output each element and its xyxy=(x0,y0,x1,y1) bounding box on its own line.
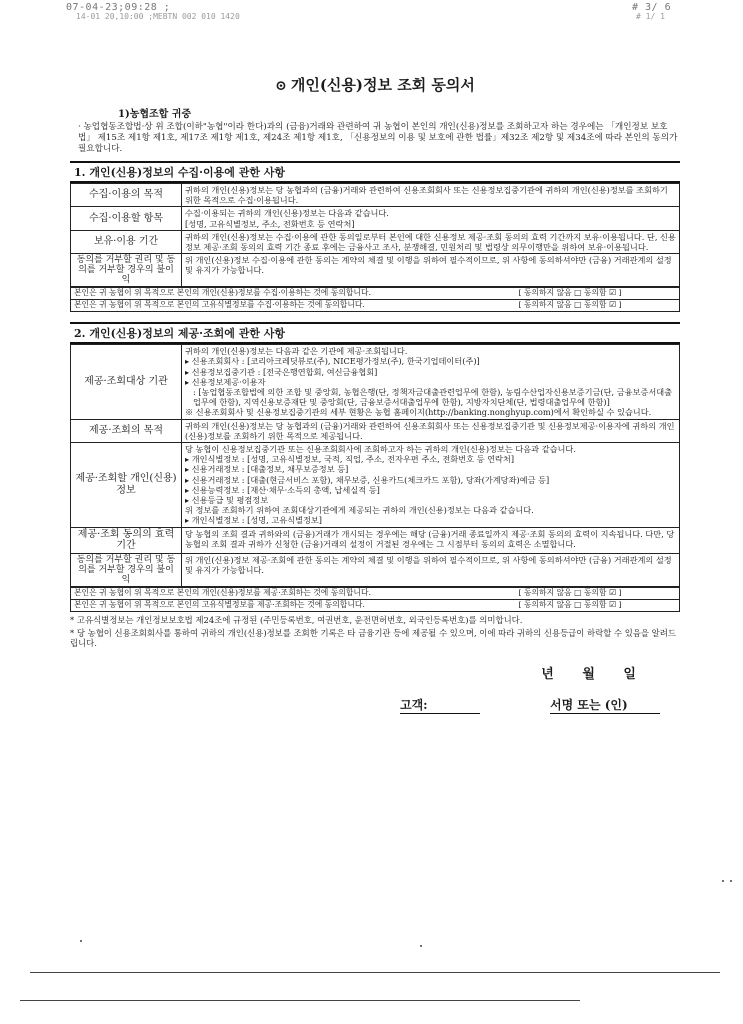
consent-checkbox[interactable]: [ 동의하지 않음 □ 동의함 ☑ ] xyxy=(515,300,679,312)
signature-block xyxy=(70,696,680,718)
row-label: 동의를 거부할 권리 및 동의를 거부할 경우의 불이익 xyxy=(71,553,182,586)
date-line: 년 월 일 xyxy=(541,666,636,682)
agency-line: ▸ 신용조회회사 : [코리아크레딧뷰로(주), NICE평가정보(주), 한국기업데이터(주)] xyxy=(185,356,480,367)
row-content: 귀하의 개인(신용)정보는 당 농협과의 (금융)거래와 관련하여 신용조회회사 또는 신용정보집중기관 및 신용정보제공·이용자에 귀하의 개인(신용)정보를 조회하기 위한 목적으로 제공됩니다. xyxy=(182,419,680,442)
consent-text: 본인은 귀 농협이 위 목적으로 본인의 개인(신용)정보를 수집·이용하는 것에 동의합니다. xyxy=(71,288,516,300)
row-content: 위 개인(신용)정보 제공·조회에 관한 동의는 계약의 체결 및 이행을 위하여 필수적이므로, 위 사항에 동의하셔야만 (금융) 거래관계의 설정 및 유지가 가능합니다. xyxy=(182,553,680,586)
scan-speck xyxy=(730,880,732,882)
footnote: * 고유식별정보는 개인정보보호법 제24조에 규정된 (주민등록번호, 여권번호, 운전면허번호, 외국인등록번호)를 의미합니다. xyxy=(70,614,523,625)
row-label: 제공·조회할 개인(신용)정보 xyxy=(71,443,182,528)
agency-line: ▸ 신용정보집중기관 : [전국은행연합회, 여신금융협회] xyxy=(185,366,378,377)
table-row xyxy=(71,419,680,442)
addressee: 1)농협조합 귀중 xyxy=(118,109,192,120)
consent-row xyxy=(71,587,680,599)
item-line: ▸ 신용거래정보 : [대출정보, 채무보증정보 등] xyxy=(185,464,349,475)
row-content: 수집·이용되는 귀하의 개인(신용)정보는 다음과 같습니다. [성명, 고유식별정보, 주소, 전화번호 등 연락처] xyxy=(182,207,680,230)
consent-row xyxy=(71,599,680,611)
footnote: * 당 농협이 신용조회회사를 통하여 귀하의 개인(신용)정보를 조회한 기록은 타 금융기관 등에 제공될 수 있으며, 이에 따라 귀하의 신용등급이 하락할 수 있음을 알려드립니다. xyxy=(70,628,676,649)
section-1-heading: 1. 개인(신용)정보의 수집·이용에 관한 사항 xyxy=(70,161,680,183)
consent-checkbox[interactable]: [ 동의하지 않음 □ 동의함 ☑ ] xyxy=(515,288,679,300)
table-row xyxy=(71,443,680,528)
consent-text: 본인은 귀 농협이 위 목적으로 본인의 개인(신용)정보를 제공·조회하는 것에 동의합니다. xyxy=(71,587,516,599)
consent-document xyxy=(70,68,680,718)
item-line: ▸ 개인식별정보 : [성명, 고유식별정보, 국적, 직업, 주소, 전자우편 주소, 전화번호 등 연락처] xyxy=(185,454,515,465)
agency-line: ※ 신용조회회사 및 신용정보집중기관의 세부 현황은 농협 홈페이지(http://banking.nonghyup.com)에서 확인하실 수 있습니다. xyxy=(185,407,652,418)
item-line: ▸ 개인식별정보 : [성명, 고유식별정보] xyxy=(185,515,322,526)
signature-label[interactable]: 서명 또는 (인) xyxy=(550,696,660,714)
fax-header: 07-04-23;09:28 ; xyxy=(66,2,171,13)
table-row xyxy=(71,254,680,287)
scan-speck xyxy=(80,940,82,942)
section-1-consents xyxy=(70,287,680,312)
row-label: 제공·조회대상 기관 xyxy=(71,345,182,419)
scan-speck xyxy=(420,945,422,947)
consent-row xyxy=(71,288,680,300)
document-title xyxy=(70,74,680,95)
row-content: 당 농협의 조회 결과 귀하와의 (금융)거래가 개시되는 경우에는 해당 (금융)거래 종료일까지 제공·조회 동의의 효력이 지속됩니다. 다만, 당 농협의 조회 결과 귀하가 신청한 (금융)거래의 설정이 거절된 경우에는 그 시점부터 동의의 효력은 소멸합니다. xyxy=(182,527,680,553)
consent-checkbox[interactable]: [ 동의하지 않음 □ 동의함 ☑ ] xyxy=(515,599,679,611)
consent-row xyxy=(71,300,680,312)
consent-text: 본인은 귀 농협이 위 목적으로 본인의 고유식별정보를 수집·이용하는 것에 동의합니다. xyxy=(71,300,516,312)
section-2-consents xyxy=(70,587,680,612)
row-label: 보유·이용 기간 xyxy=(71,230,182,253)
section-1-table xyxy=(70,183,680,287)
table-row xyxy=(71,207,680,230)
title-mark: ⊙ xyxy=(275,78,287,94)
agency-line: : [농업협동조합법에 의한 조합 및 중앙회, 농협은행(단, 정책자금대출관련업무에 한함), 농림수산업자신용보증기금(단, 금융보증서대출업무에 한함), 지역신용보증재단 및 중앙회(단, 금융보증서대출업무에 한함), 지방자치단체(단, 법령대출업무에 한함)] xyxy=(193,387,673,408)
item-line: ▸ 신용능력정보 : [재산·채무·소득의 총액, 납세실적 등] xyxy=(185,484,380,495)
customer-label: 고객: xyxy=(400,696,480,714)
row-label: 수집·이용의 목적 xyxy=(71,184,182,207)
intro-paragraph: · 농업협동조합법·상 위 조합(이하"농협"이라 한다)과의 (금융)거래와 관련하여 귀 농협이 본인의 개인(신용)정보를 조회하고자 하는 경우에는 「개인정보 보호법」 제15조 제1항 제1호, 제17조 제1항 제1호, 제24조 제1항 제1호, 「신용정보의 이용 및 보호에 관한 법률」제32조 제2항 및 제34조에 따라 본인의 동의가 필요합니다. xyxy=(78,122,678,154)
row-label: 수집·이용할 항목 xyxy=(71,207,182,230)
row-content: 귀하의 개인(신용)정보는 수집·이용에 관한 동의일로부터 본인에 대한 신용정보 제공·조회 동의의 효력 기간까지 보유·이용됩니다. 단, 신용정보 제공·조회 동의의 효력 기간 종료 후에는 금융사고 조사, 분쟁해결, 민원처리 및 법령상 의무이행만을 위하여 보유·이용됩니다. xyxy=(182,230,680,253)
table-row xyxy=(71,230,680,253)
page-mark-secondary: # 1/ 1 xyxy=(636,12,665,21)
row-content xyxy=(182,345,680,419)
fax-header-secondary: 14-01 20,10:00 ;MEBTN 002 010 1420 xyxy=(76,12,240,21)
page-mark: # 3/ 6 xyxy=(632,2,672,13)
scan-line xyxy=(30,972,720,973)
row-label: 제공·조회의 목적 xyxy=(71,419,182,442)
section-2-heading: 2. 개인(신용)정보의 제공·조회에 관한 사항 xyxy=(70,322,680,344)
row-content: 귀하의 개인(신용)정보는 당 농협과의 (금융)거래와 관련하여 신용조회회사 또는 신용정보집중기관에 귀하의 개인(신용)정보를 조회하기 위한 목적으로 수집·이용됩니다. xyxy=(182,184,680,207)
scan-speck xyxy=(722,880,724,882)
row-content: 위 개인(신용)정보 수집·이용에 관한 동의는 계약의 체결 및 이행을 위하여 필수적이므로, 위 사항에 동의하셔야만 (금융) 거래관계의 설정 및 유지가 가능합니다. xyxy=(182,254,680,287)
agency-line: 귀하의 개인(신용)정보는 다음과 같은 기관에 제공·조회됩니다. xyxy=(185,346,408,357)
consent-checkbox[interactable]: [ 동의하지 않음 □ 동의함 ☑ ] xyxy=(515,587,679,599)
scan-line xyxy=(20,1000,580,1001)
agency-line: ▸ 신용정보제공·이용자 xyxy=(185,376,266,387)
table-row xyxy=(71,184,680,207)
table-row xyxy=(71,553,680,586)
consent-text: 본인은 귀 농협이 위 목적으로 본인의 고유식별정보를 제공·조회하는 것에 동의합니다. xyxy=(71,599,516,611)
row-label: 제공·조회 동의의 효력기간 xyxy=(71,527,182,553)
item-line: ▸ 신용거래정보 : [대출(현금서비스 포함), 채무보증, 신용카드(체크카드 포함), 당좌(가계당좌)예금 등] xyxy=(185,474,550,485)
item-line: ▸ 신용등급 및 평점정보 xyxy=(185,495,269,506)
item-line: 당 농협이 신용정보집중기관 또는 신용조회회사에 조회하고자 하는 귀하의 개인(신용)정보는 다음과 같습니다. xyxy=(185,444,576,455)
section-2-table xyxy=(70,344,680,586)
title-text: 개인(신용)정보 조회 동의서 xyxy=(290,76,475,94)
table-row xyxy=(71,345,680,419)
table-row xyxy=(71,527,680,553)
row-content xyxy=(182,443,680,528)
row-label: 동의를 거부할 권리 및 동의를 거부할 경우의 불이익 xyxy=(71,254,182,287)
item-line: 위 정보를 조회하기 위하여 조회대상기관에게 제공되는 귀하의 개인(신용)정보는 다음과 같습니다. xyxy=(185,505,534,516)
